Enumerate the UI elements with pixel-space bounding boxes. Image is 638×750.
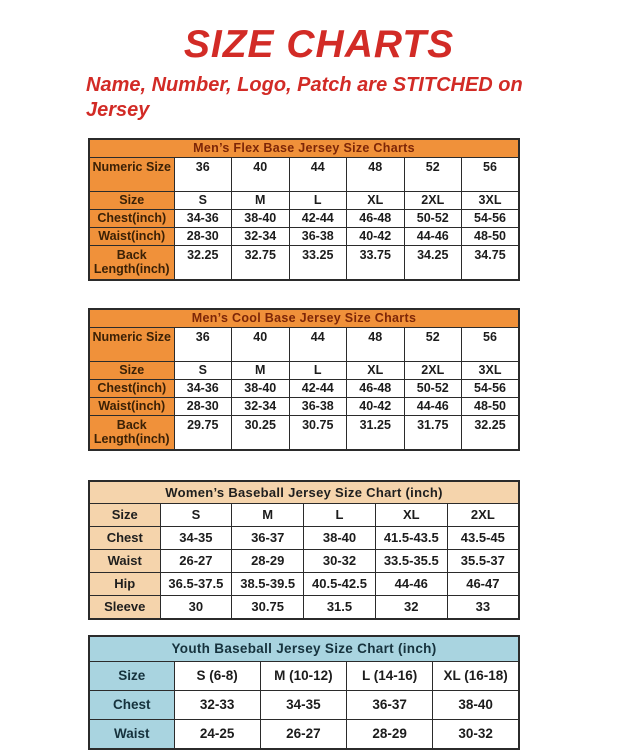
value-cell: 48 — [347, 327, 405, 361]
size-table — [88, 480, 520, 620]
table-row — [89, 227, 519, 245]
value-cell: 32-34 — [232, 227, 290, 245]
value-cell: M — [232, 361, 290, 379]
value-cell: 28-30 — [174, 227, 232, 245]
value-cell: 2XL — [404, 191, 462, 209]
value-cell: 46-47 — [447, 572, 519, 595]
value-cell: 24-25 — [174, 719, 260, 749]
value-cell: 40 — [232, 157, 290, 191]
size-table — [88, 635, 520, 750]
value-cell: 48-50 — [462, 227, 520, 245]
table-title: Men’s Flex Base Jersey Size Charts — [89, 139, 519, 158]
row-label-cell: Size — [89, 191, 174, 209]
value-cell: 48-50 — [462, 397, 520, 415]
value-cell: 50-52 — [404, 209, 462, 227]
value-cell: 52 — [404, 327, 462, 361]
value-cell: 36-37 — [232, 526, 304, 549]
value-cell: 48 — [347, 157, 405, 191]
value-cell: 32.25 — [462, 415, 520, 450]
value-cell: 44 — [289, 327, 347, 361]
value-cell: 38-40 — [232, 209, 290, 227]
row-label-cell: Back Length(inch) — [89, 415, 174, 450]
value-cell: 32 — [375, 595, 447, 619]
value-cell: 32-33 — [174, 690, 260, 719]
mens-flex-base-size-table-section — [88, 138, 638, 281]
value-cell: XL — [347, 361, 405, 379]
mens-cool-base-size-table-section — [88, 308, 638, 451]
value-cell: 30-32 — [304, 549, 376, 572]
value-cell: XL — [347, 191, 405, 209]
value-cell: 54-56 — [462, 379, 520, 397]
table-row — [89, 209, 519, 227]
table-row — [89, 415, 519, 450]
value-cell: 40 — [232, 327, 290, 361]
value-cell: 31.75 — [404, 415, 462, 450]
value-cell: 36 — [174, 327, 232, 361]
value-cell: 33.5-35.5 — [375, 549, 447, 572]
value-cell: 36 — [174, 157, 232, 191]
value-cell: 43.5-45 — [447, 526, 519, 549]
youth-baseball-size-table-section — [88, 635, 638, 750]
row-label-cell: Size — [89, 503, 160, 526]
row-label-cell: Chest — [89, 690, 174, 719]
value-cell: 28-29 — [232, 549, 304, 572]
table-row — [89, 719, 519, 749]
value-cell: 2XL — [447, 503, 519, 526]
table-row — [89, 549, 519, 572]
table-title-row — [89, 636, 519, 662]
value-cell: 38-40 — [433, 690, 519, 719]
table-title-row — [89, 139, 519, 158]
value-cell: M (10-12) — [260, 661, 346, 690]
value-cell: 32-34 — [232, 397, 290, 415]
page-subtitle: Name, Number, Logo, Patch are STITCHED on Jersey — [86, 73, 523, 121]
value-cell: S — [174, 191, 232, 209]
value-cell: 34.75 — [462, 245, 520, 280]
womens-baseball-size-table-section — [88, 480, 638, 620]
table-row — [89, 361, 519, 379]
value-cell: 30-32 — [433, 719, 519, 749]
value-cell: 36-37 — [347, 690, 433, 719]
size-table — [88, 308, 520, 451]
value-cell: 56 — [462, 327, 520, 361]
value-cell: 34-36 — [174, 379, 232, 397]
value-cell: 34-36 — [174, 209, 232, 227]
row-label-cell: Hip — [89, 572, 160, 595]
value-cell: 50-52 — [404, 379, 462, 397]
value-cell: 38.5-39.5 — [232, 572, 304, 595]
value-cell: 30 — [160, 595, 232, 619]
value-cell: 46-48 — [347, 209, 405, 227]
size-table — [88, 138, 520, 281]
value-cell: L (14-16) — [347, 661, 433, 690]
value-cell: XL (16-18) — [433, 661, 519, 690]
table-title-row — [89, 481, 519, 504]
table-title: Youth Baseball Jersey Size Chart (inch) — [89, 636, 519, 662]
table-row — [89, 245, 519, 280]
value-cell: S — [160, 503, 232, 526]
value-cell: 33 — [447, 595, 519, 619]
row-label-cell: Size — [89, 361, 174, 379]
table-row — [89, 572, 519, 595]
value-cell: L — [289, 361, 347, 379]
table-row — [89, 191, 519, 209]
row-label-cell: Waist — [89, 549, 160, 572]
table-row — [89, 690, 519, 719]
row-label-cell: Waist(inch) — [89, 227, 174, 245]
table-row — [89, 595, 519, 619]
value-cell: 38-40 — [304, 526, 376, 549]
row-label-cell: Waist — [89, 719, 174, 749]
table-row — [89, 526, 519, 549]
value-cell: 52 — [404, 157, 462, 191]
value-cell: 41.5-43.5 — [375, 526, 447, 549]
table-title: Men’s Cool Base Jersey Size Charts — [89, 309, 519, 328]
table-row — [89, 379, 519, 397]
value-cell: 3XL — [462, 191, 520, 209]
value-cell: 46-48 — [347, 379, 405, 397]
value-cell: 30.75 — [289, 415, 347, 450]
value-cell: 30.75 — [232, 595, 304, 619]
row-label-cell: Chest — [89, 526, 160, 549]
value-cell: M — [232, 191, 290, 209]
value-cell: 32.75 — [232, 245, 290, 280]
value-cell: 32.25 — [174, 245, 232, 280]
value-cell: 44 — [289, 157, 347, 191]
value-cell: S (6-8) — [174, 661, 260, 690]
value-cell: 28-29 — [347, 719, 433, 749]
value-cell: L — [304, 503, 376, 526]
value-cell: 42-44 — [289, 379, 347, 397]
value-cell: 44-46 — [375, 572, 447, 595]
value-cell: 34-35 — [160, 526, 232, 549]
value-cell: 40-42 — [347, 397, 405, 415]
value-cell: 33.25 — [289, 245, 347, 280]
row-label-cell: Sleeve — [89, 595, 160, 619]
value-cell: 44-46 — [404, 227, 462, 245]
row-label-cell: Chest(inch) — [89, 209, 174, 227]
value-cell: XL — [375, 503, 447, 526]
row-label-cell: Back Length(inch) — [89, 245, 174, 280]
value-cell: M — [232, 503, 304, 526]
table-row — [89, 661, 519, 690]
value-cell: 35.5-37 — [447, 549, 519, 572]
value-cell: 38-40 — [232, 379, 290, 397]
row-label-cell: Chest(inch) — [89, 379, 174, 397]
value-cell: 33.75 — [347, 245, 405, 280]
value-cell: 2XL — [404, 361, 462, 379]
value-cell: 29.75 — [174, 415, 232, 450]
value-cell: 40-42 — [347, 227, 405, 245]
value-cell: 26-27 — [160, 549, 232, 572]
value-cell: 40.5-42.5 — [304, 572, 376, 595]
value-cell: 36.5-37.5 — [160, 572, 232, 595]
value-cell: 42-44 — [289, 209, 347, 227]
table-title-row — [89, 309, 519, 328]
row-label-cell: Numeric Size — [89, 157, 174, 191]
table-row — [89, 157, 519, 191]
table-title: Women’s Baseball Jersey Size Chart (inch) — [89, 481, 519, 504]
row-label-cell: Size — [89, 661, 174, 690]
value-cell: 30.25 — [232, 415, 290, 450]
value-cell: 36-38 — [289, 397, 347, 415]
value-cell: S — [174, 361, 232, 379]
row-label-cell: Numeric Size — [89, 327, 174, 361]
table-row — [89, 397, 519, 415]
value-cell: 26-27 — [260, 719, 346, 749]
value-cell: 54-56 — [462, 209, 520, 227]
value-cell: 44-46 — [404, 397, 462, 415]
value-cell: 3XL — [462, 361, 520, 379]
value-cell: 34-35 — [260, 690, 346, 719]
value-cell: 34.25 — [404, 245, 462, 280]
value-cell: 28-30 — [174, 397, 232, 415]
value-cell: 36-38 — [289, 227, 347, 245]
value-cell: 31.5 — [304, 595, 376, 619]
value-cell: 31.25 — [347, 415, 405, 450]
table-row — [89, 327, 519, 361]
page-title: SIZE CHARTS — [183, 23, 455, 66]
value-cell: L — [289, 191, 347, 209]
value-cell: 56 — [462, 157, 520, 191]
table-row — [89, 503, 519, 526]
row-label-cell: Waist(inch) — [89, 397, 174, 415]
